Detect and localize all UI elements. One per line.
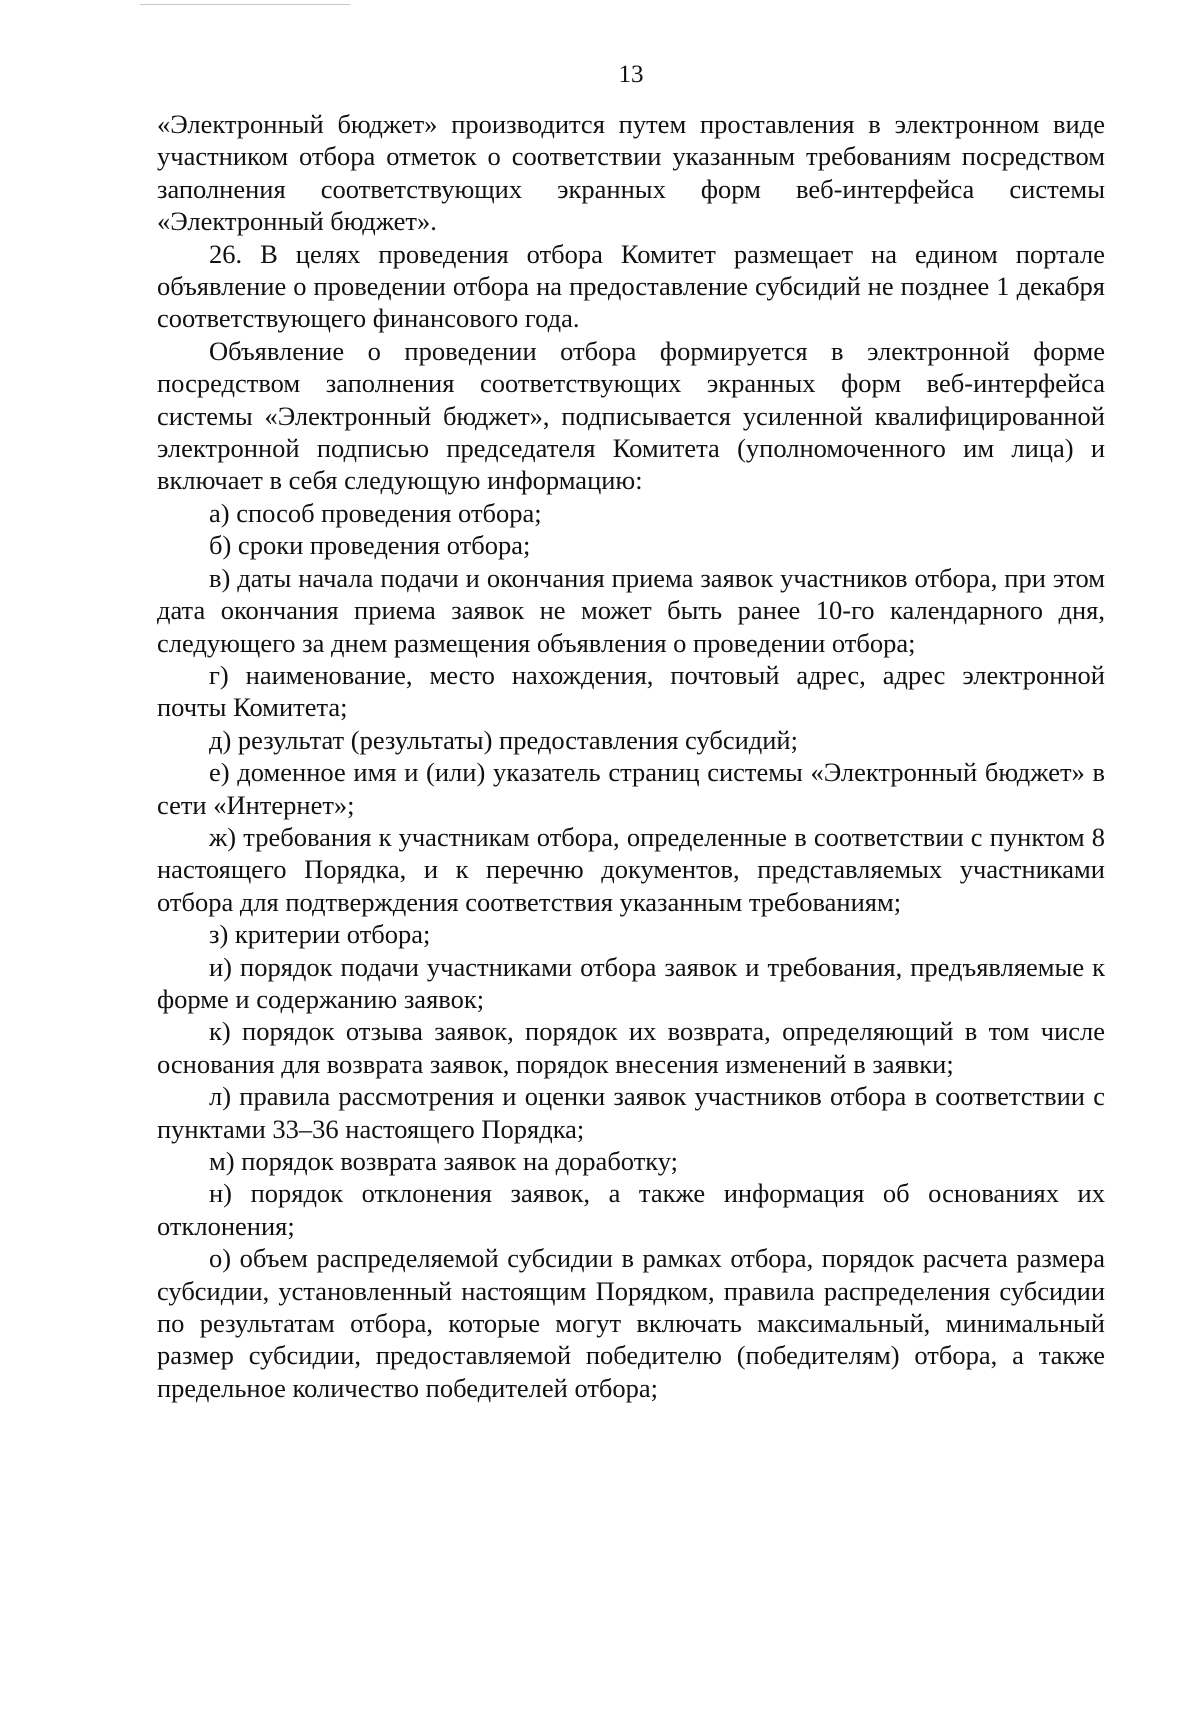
list-item-z: з) критерии отбора; bbox=[209, 919, 431, 950]
list-item-i: и) порядок подачи участниками отбора заявок и требования, предъявляемые к форме и содержанию заявок; bbox=[157, 951, 1105, 1014]
list-item-k: к) порядок отзыва заявок, порядок их возврата, определяющий в том числе основания для возврата заявок, порядок внесения изменений в заявки; bbox=[157, 1016, 1105, 1079]
document-body bbox=[157, 108, 1105, 1404]
list-item-l: л) правила рассмотрения и оценки заявок участников отбора в соответствии с пунктами 33–36 настоящего Порядка; bbox=[157, 1081, 1105, 1144]
paragraph-continuation: «Электронный бюджет» производится путем проставления в электронном виде участником отбора отметок о соответствии указанным требованиям посредством заполнения соответствующих экранных форм веб-интерфейса системы «Электронный бюджет». bbox=[157, 109, 1105, 237]
list-item-b: б) сроки проведения отбора; bbox=[209, 530, 531, 561]
page-number: 13 bbox=[618, 61, 644, 88]
list-item-v: в) даты начала подачи и окончания приема заявок участников отбора, при этом дата окончания приема заявок не может быть ранее 10-го календарного дня, следующего за днем размещения объявления о проведении отбора; bbox=[157, 562, 1105, 658]
list-item-g: г) наименование, место нахождения, почтовый адрес, адрес электронной почты Комитета; bbox=[157, 659, 1105, 723]
list-item-d: д) результат (результаты) предоставления субсидий; bbox=[209, 724, 798, 755]
scan-artifact-line bbox=[140, 4, 350, 5]
list-item-zh: ж) требования к участникам отбора, определенные в соответствии с пунктом 8 настоящего Порядка, и к перечню документов, представляемых участниками отбора для подтверждения соответствия указанным требованиям; bbox=[157, 821, 1105, 917]
list-item-n: н) порядок отклонения заявок, а также информация об основаниях их отклонения; bbox=[157, 1178, 1105, 1241]
list-item-m: м) порядок возврата заявок на доработку; bbox=[209, 1146, 679, 1176]
paragraph-announcement: Объявление о проведении отбора формируется в электронной форме посредством заполнения соответствующих экранных форм веб-интерфейса системы «Электронный бюджет», подписывается усиленной квалифицированной электронной подписью председателя Комитета (уполномоченного им лица) и включает в себя следующую информацию: bbox=[157, 335, 1105, 496]
paragraph-item-26: 26. В целях проведения отбора Комитет размещает на едином портале объявление о проведении отбора на предоставление субсидий не позднее 1 декабря соответствующего финансового года. bbox=[157, 238, 1105, 334]
list-item-o: о) объем распределяемой субсидии в рамках отбора, порядок расчета размера субсидии, установленный настоящим Порядком, правила распределения субсидии по результатам отбора, которые могут включать максимальный, минимальный размер субсидии, предоставляемой победителю (победителям) отбора, а также предельное количество победителей отбора; bbox=[157, 1243, 1105, 1403]
list-item-e: е) доменное имя и (или) указатель страниц системы «Электронный бюджет» в сети «Интернет»; bbox=[157, 757, 1105, 820]
list-item-a: а) способ проведения отбора; bbox=[209, 497, 542, 528]
